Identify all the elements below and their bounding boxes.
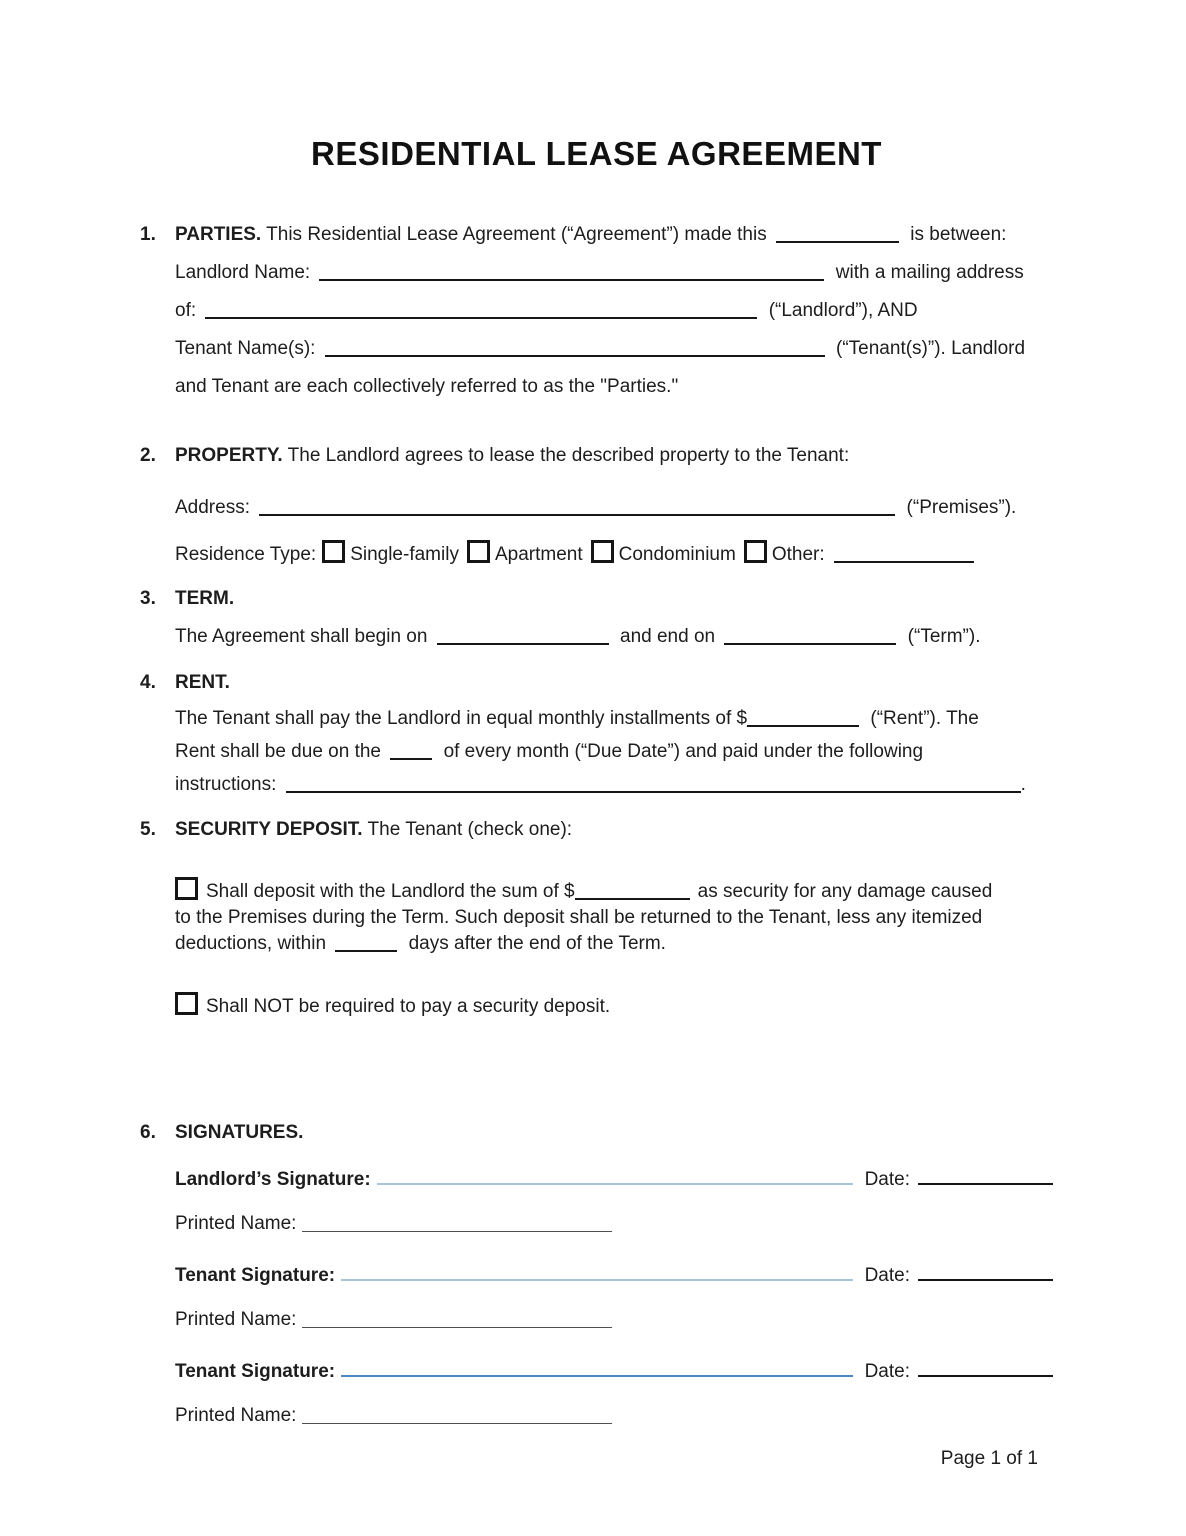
tenant-names-blank[interactable] xyxy=(325,337,825,357)
deposit-required-checkbox[interactable] xyxy=(175,877,198,900)
section-signatures xyxy=(140,1114,1053,1431)
term-end-date-blank[interactable] xyxy=(724,625,896,645)
parties-line4-text-end: (“Tenant(s)”). Landlord xyxy=(836,338,1026,359)
deposit-option1-text3: to the Premises during the Term. Such deposit shall be returned to the Tenant, less any itemized xyxy=(175,907,983,928)
deposit-option1-text4: deductions, within xyxy=(175,933,327,954)
tenant1-printed-name-blank[interactable] xyxy=(302,1309,612,1328)
property-address-label: Address: xyxy=(175,497,250,518)
landlord-name-blank[interactable] xyxy=(319,261,824,281)
landlord-address-blank[interactable] xyxy=(205,299,757,319)
section-5-heading: SECURITY DEPOSIT. xyxy=(175,819,363,840)
no-deposit-checkbox[interactable] xyxy=(175,992,198,1015)
residence-other-blank[interactable] xyxy=(834,543,974,563)
landlord-signature-label: Landlord’s Signature: xyxy=(175,1169,371,1190)
deposit-required-option xyxy=(175,863,1053,957)
rent-due-day-blank[interactable] xyxy=(390,740,432,760)
tenant2-printed-name-blank[interactable] xyxy=(302,1405,612,1424)
tenant1-date-label: Date: xyxy=(864,1265,910,1286)
rent-instructions-label: instructions: xyxy=(175,774,277,795)
security-deposit-intro: The Tenant (check one): xyxy=(367,819,573,840)
term-begin-text: The Agreement shall begin on xyxy=(175,626,428,647)
property-address-blank[interactable] xyxy=(259,496,895,516)
section-6-number: 6. xyxy=(140,1122,156,1143)
section-3-heading: TERM. xyxy=(175,588,235,609)
landlord-name-label: Landlord Name: xyxy=(175,262,311,283)
page-number: Page 1 of 1 xyxy=(940,1448,1038,1469)
parties-line5-text: and Tenant are each collectively referred to as the "Parties." xyxy=(175,376,679,397)
rent-line1-text: The Tenant shall pay the Landlord in equal monthly installments of $ xyxy=(175,708,748,729)
property-address-suffix: (“Premises”). xyxy=(906,497,1017,518)
deposit-amount-blank[interactable] xyxy=(575,880,690,900)
tenant2-signature-label: Tenant Signature: xyxy=(175,1361,336,1382)
section-property xyxy=(140,437,1053,574)
landlord-signature-line[interactable] xyxy=(377,1161,853,1185)
section-2-heading: PROPERTY. xyxy=(175,445,283,466)
parties-line1-text: This Residential Lease Agreement (“Agreement”) made this xyxy=(266,224,767,245)
section-rent xyxy=(140,664,1053,801)
section-4-heading: RENT. xyxy=(175,672,230,693)
section-1-number: 1. xyxy=(140,224,156,245)
residence-apartment-checkbox[interactable] xyxy=(467,540,490,563)
section-4-number: 4. xyxy=(140,672,156,693)
residence-other-checkbox[interactable] xyxy=(744,540,767,563)
section-security-deposit xyxy=(140,811,1053,1020)
parties-line2-text-end: with a mailing address xyxy=(835,262,1024,283)
landlord-date-label: Date: xyxy=(864,1169,910,1190)
term-mid-text: and end on xyxy=(620,626,716,647)
no-deposit-option xyxy=(175,978,1053,1020)
property-intro-text: The Landlord agrees to lease the described property to the Tenant: xyxy=(287,445,850,466)
tenant2-printed-name-row xyxy=(175,1401,1053,1431)
tenant1-printed-name-label: Printed Name: xyxy=(175,1309,297,1330)
tenant1-printed-name-row xyxy=(175,1305,1053,1335)
document-title: RESIDENTIAL LEASE AGREEMENT xyxy=(311,135,882,172)
term-suffix-text: (“Term”). xyxy=(907,626,981,647)
parties-line3-text-end: (“Landlord”), AND xyxy=(768,300,918,321)
tenant2-signature-line[interactable] xyxy=(341,1353,852,1377)
term-start-date-blank[interactable] xyxy=(437,625,609,645)
residence-condominium-checkbox[interactable] xyxy=(591,540,614,563)
tenant1-signature-date-blank[interactable] xyxy=(918,1257,1053,1281)
tenant2-date-label: Date: xyxy=(864,1361,910,1382)
deposit-option1-text5: days after the end of the Term. xyxy=(408,933,666,954)
residence-option-condominium: Condominium xyxy=(618,544,736,565)
residence-option-apartment: Apartment xyxy=(494,544,583,565)
deposit-option2-text: Shall NOT be required to pay a security deposit. xyxy=(206,996,611,1017)
tenant2-signature-date-blank[interactable] xyxy=(918,1353,1053,1377)
landlord-printed-name-row xyxy=(175,1209,1053,1239)
section-parties xyxy=(140,216,1053,406)
residence-option-single-family: Single-family xyxy=(350,544,459,565)
agreement-date-blank[interactable] xyxy=(776,223,899,243)
deposit-return-days-blank[interactable] xyxy=(335,932,397,952)
section-2-number: 2. xyxy=(140,445,156,466)
section-term xyxy=(140,580,1053,656)
landlord-printed-name-label: Printed Name: xyxy=(175,1213,297,1234)
landlord-printed-name-blank[interactable] xyxy=(302,1213,612,1232)
tenant1-signature-row xyxy=(175,1257,1053,1287)
rent-line2-text: Rent shall be due on the xyxy=(175,741,381,762)
section-5-number: 5. xyxy=(140,819,156,840)
tenant2-signature-row xyxy=(175,1353,1053,1383)
residence-other-label: Other: xyxy=(771,544,825,565)
tenant-names-label: Tenant Name(s): xyxy=(175,338,316,359)
rent-amount-blank[interactable] xyxy=(747,707,859,727)
section-6-heading: SIGNATURES. xyxy=(175,1122,304,1143)
parties-line1-text-end: is between: xyxy=(910,224,1007,245)
section-1-heading: PARTIES. xyxy=(175,224,262,245)
tenant2-printed-name-label: Printed Name: xyxy=(175,1405,297,1426)
deposit-option1-text1: Shall deposit with the Landlord the sum of $ xyxy=(206,881,575,902)
rent-line1-text-end: (“Rent”). The xyxy=(870,708,979,729)
residence-type-label: Residence Type: xyxy=(175,544,317,565)
section-3-number: 3. xyxy=(140,588,156,609)
tenant1-signature-line[interactable] xyxy=(341,1257,852,1281)
rent-line2-text-end: of every month (“Due Date”) and paid under the following xyxy=(443,741,924,762)
rent-line3-period: . xyxy=(1020,774,1026,795)
landlord-signature-date-blank[interactable] xyxy=(918,1161,1053,1185)
deposit-option1-text2: as security for any damage caused xyxy=(697,881,993,902)
payment-instructions-blank[interactable] xyxy=(286,773,1021,793)
landlord-signature-row xyxy=(175,1161,1053,1191)
landlord-address-label: of: xyxy=(175,300,197,321)
tenant1-signature-label: Tenant Signature: xyxy=(175,1265,336,1286)
residence-single-family-checkbox[interactable] xyxy=(322,540,345,563)
